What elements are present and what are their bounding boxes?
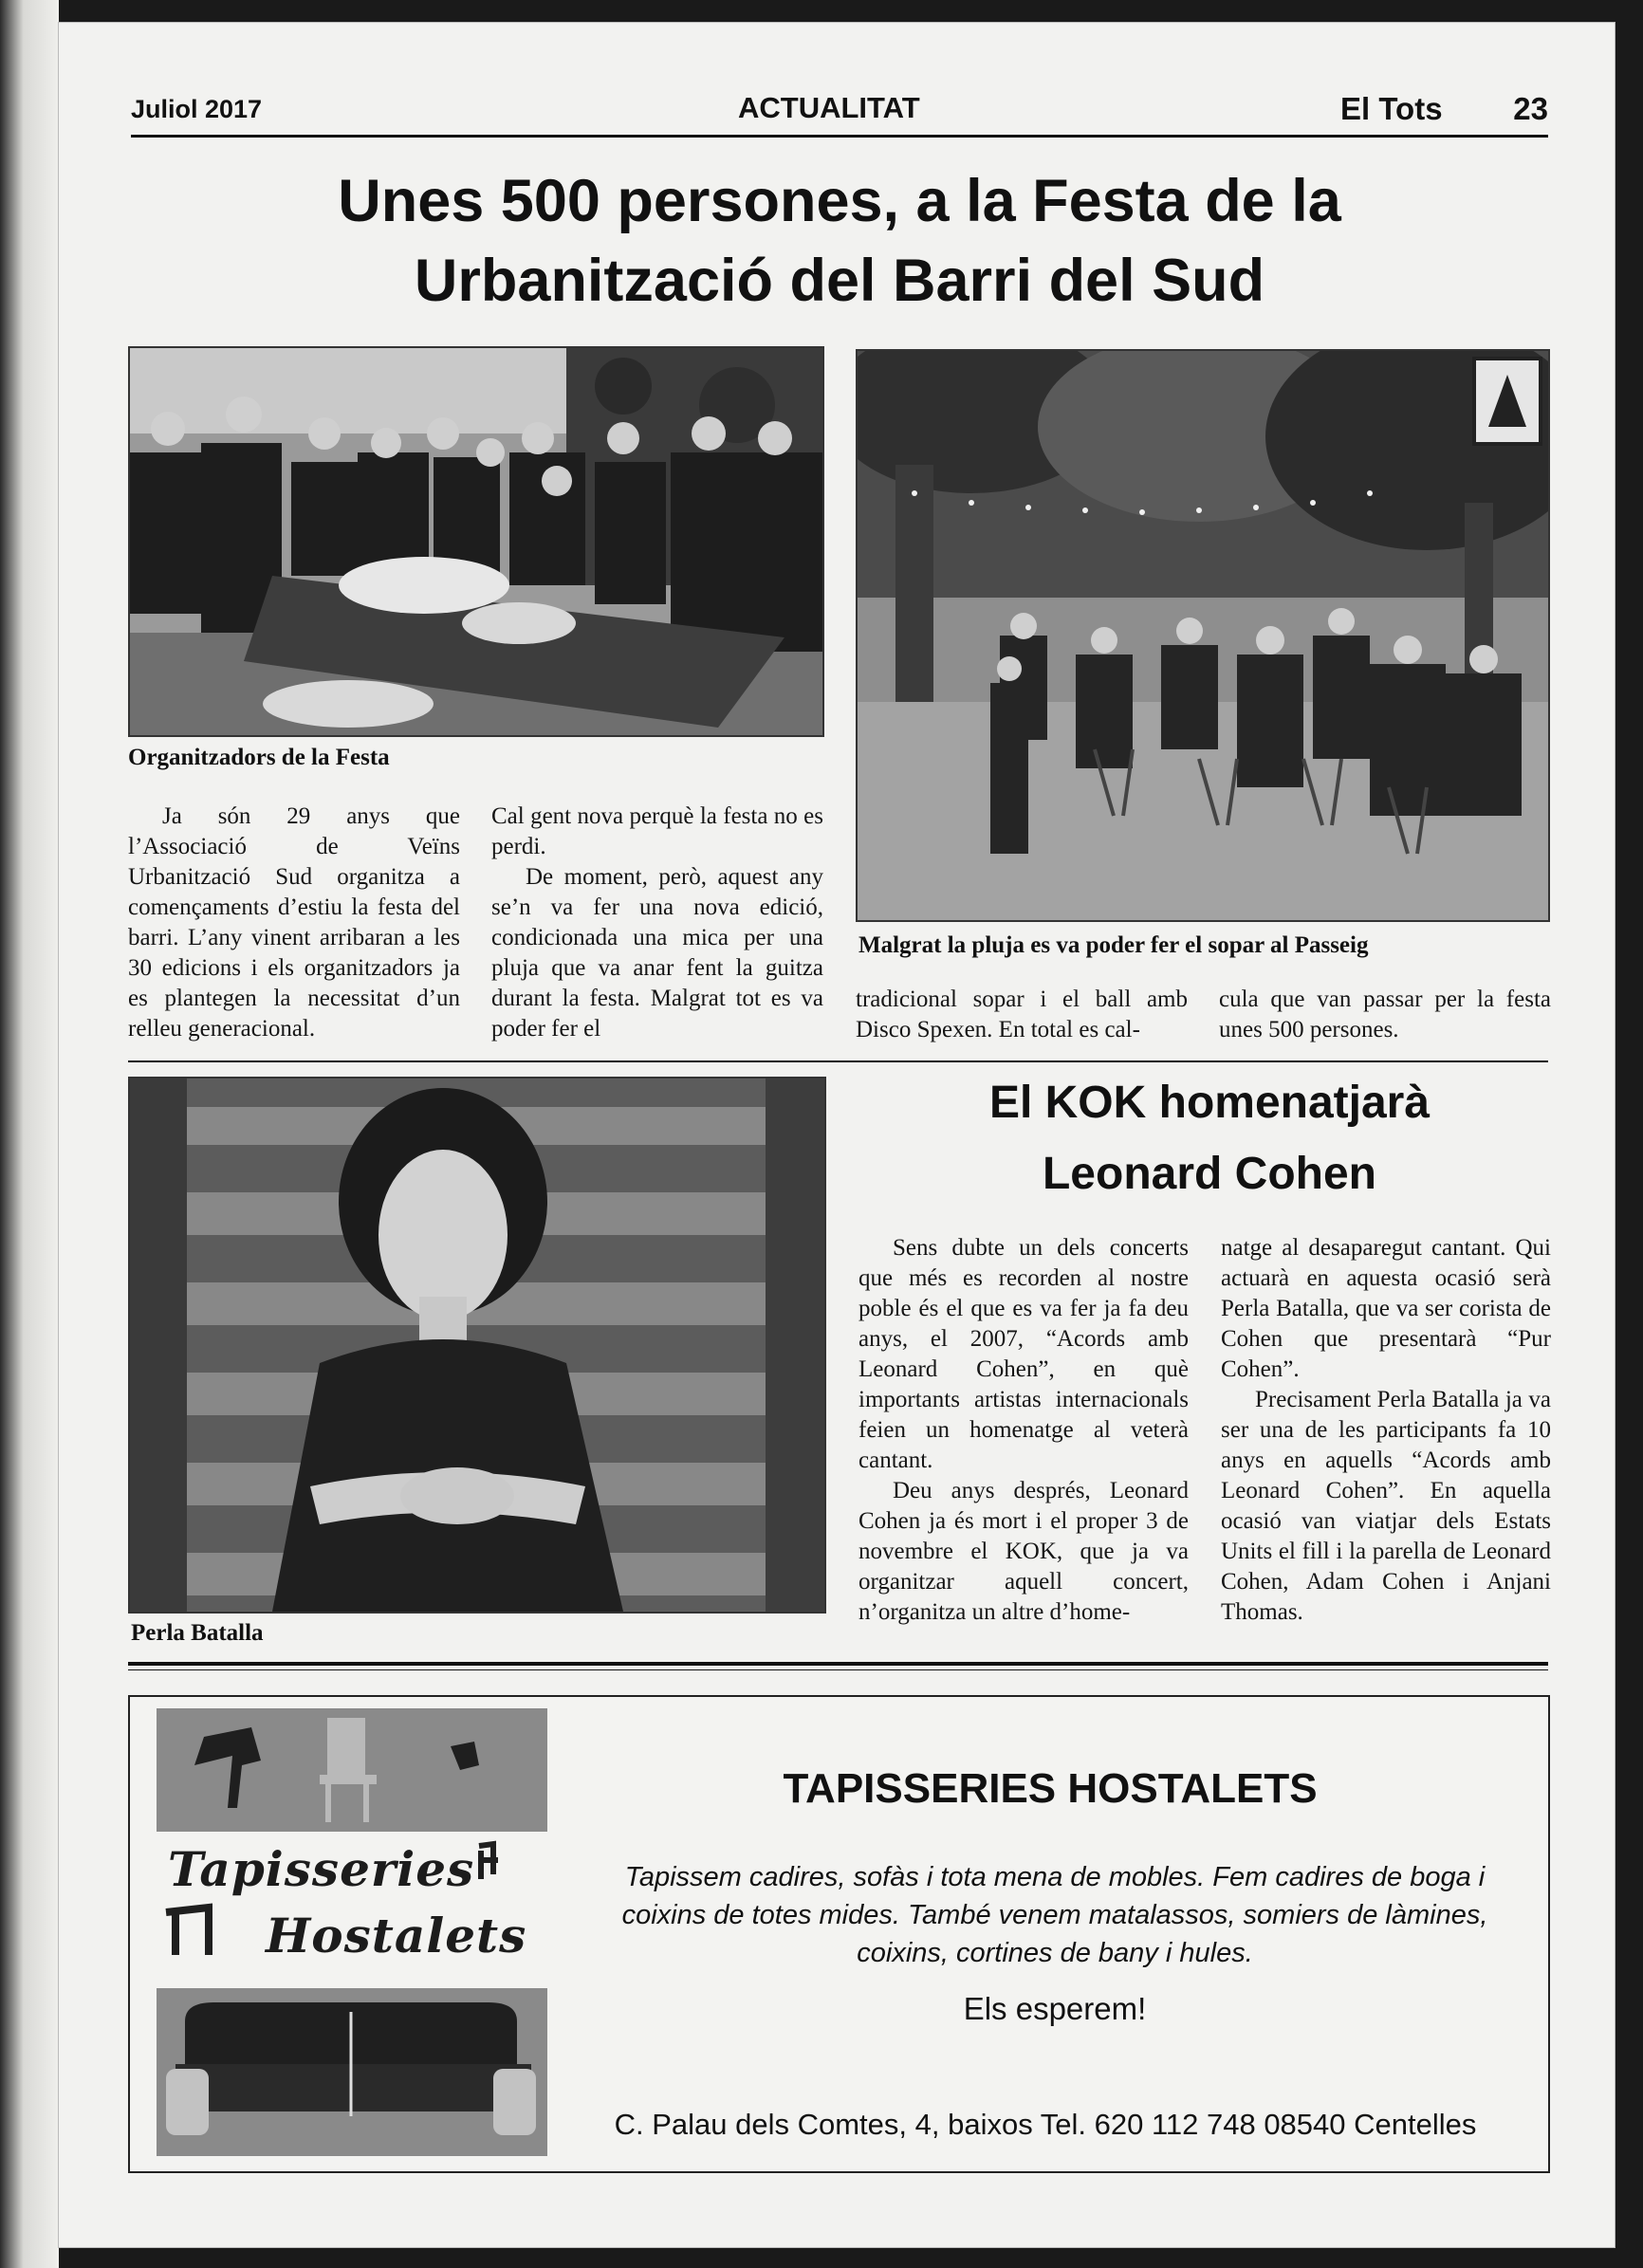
dinner-photo (856, 349, 1550, 922)
article1-headline-line2: Urbanització del Barri del Sud (414, 248, 1265, 314)
article2-headline-line1: El KOK homenatjarà (988, 1078, 1431, 1128)
ad-top-rule-thin (128, 1669, 1548, 1670)
article1-col2-paragraph2: De moment, però, aquest any se’n va fer una nova edició, condicionada una mica per una pluja que va anar fent la guitza durant la festa. Malgrat tot es va poder fer el (491, 864, 823, 1042)
article-divider (128, 1060, 1548, 1062)
article1-headline-line1: Unes 500 persones, a la Festa de la (338, 168, 1341, 234)
ad-address: C. Palau dels Comtes, 4, baixos Tel. 620 112 748 08540 Centelles (614, 2108, 1477, 2141)
ad-top-rule (128, 1662, 1548, 1666)
page-number: 23 (1513, 91, 1548, 126)
organizers-photo (128, 346, 824, 737)
perla-batalla-caption: Perla Batalla (131, 1620, 264, 1646)
perla-batalla-photo (128, 1077, 826, 1613)
article2-col1-paragraph1: Sens dubte un dels concerts que més es recorden al nostre poble és el que es va fer ja fa deu anys, el 2007, “Acords amb Leonard Cohen”, en què importants artistas internacionals feien un homenatge al veterà cantant. (858, 1235, 1189, 1473)
ad-closing: Els esperem! (963, 1991, 1147, 2026)
issue-date: Juliol 2017 (131, 95, 263, 123)
article1-col4-paragraph: cula que van passar per la festa unes 500 persones. (1219, 986, 1551, 1042)
article1-col3-paragraph: tradicional sopar i el ball amb Disco Spexen. En total es cal- (856, 986, 1188, 1042)
article2-column1 (858, 1233, 1189, 1628)
ad-body: Tapissem cadires, sofàs i tota mena de mobles. Fem cadires de boga i coixins de totes mides. També venem matalassos, somiers de làmines, coixins, cortines de bany i hules. (621, 1862, 1488, 1968)
article1-column2 (491, 802, 823, 1044)
section-title: ACTUALITAT (738, 91, 920, 124)
article2-col2-paragraph1: natge al desaparegut cantant. Qui actuarà en aquesta ocasió serà Perla Batalla, que va ser corista de Cohen que presentarà “Pur Cohen”. (1221, 1235, 1551, 1382)
newspaper-name: El Tots (1340, 91, 1443, 126)
article1-column3 (856, 985, 1188, 1045)
article2-headline-line2: Leonard Cohen (1042, 1149, 1376, 1199)
article2-headline (882, 1067, 1537, 1209)
article1-column4 (1219, 985, 1551, 1045)
article1-column1 (128, 802, 460, 1044)
logo-text-line1: Tapisseries (168, 1841, 475, 1897)
page-header (131, 85, 1548, 138)
tapisseries-logo (157, 1708, 547, 2156)
article2-col2-paragraph2: Precisament Perla Batalla ja va ser una de les participants fa 10 anys en aquells “Acords amb Leonard Cohen”. En aquella ocasió van viatjar dels Estats Units el fill i la parella de Leonard Cohen, Adam Cohen i Anjani Thomas. (1221, 1387, 1551, 1625)
article2-column2 (1221, 1233, 1551, 1628)
article1-headline (131, 161, 1548, 321)
article2-col1-paragraph2: Deu anys després, Leonard Cohen ja és mort i el proper 3 de novembre el KOK, que ja va organitzar aquell concert, n’organitza un altre d’home- (858, 1478, 1189, 1625)
article1-col2-paragraph1: Cal gent nova perquè la festa no es perdi. (491, 803, 823, 859)
logo-text-line2: Hostalets (266, 1908, 527, 1964)
organizers-caption: Organitzadors de la Festa (128, 745, 390, 770)
ad-title: TAPISSERIES HOSTALETS (783, 1765, 1318, 1812)
dinner-caption: Malgrat la pluja es va poder fer el sopar al Passeig (858, 932, 1369, 958)
page-binding (0, 0, 59, 2268)
advertisement (128, 1695, 1550, 2173)
article1-col1-paragraph: Ja són 29 anys que l’Associació de Veïns Urbanització Sud organitza a començaments d’estiu la festa del barri. L’any vinent arribaran a les 30 edicions i els organitzadors ja es plantegen la necessitat d’un relleu generacional. (128, 803, 460, 1042)
